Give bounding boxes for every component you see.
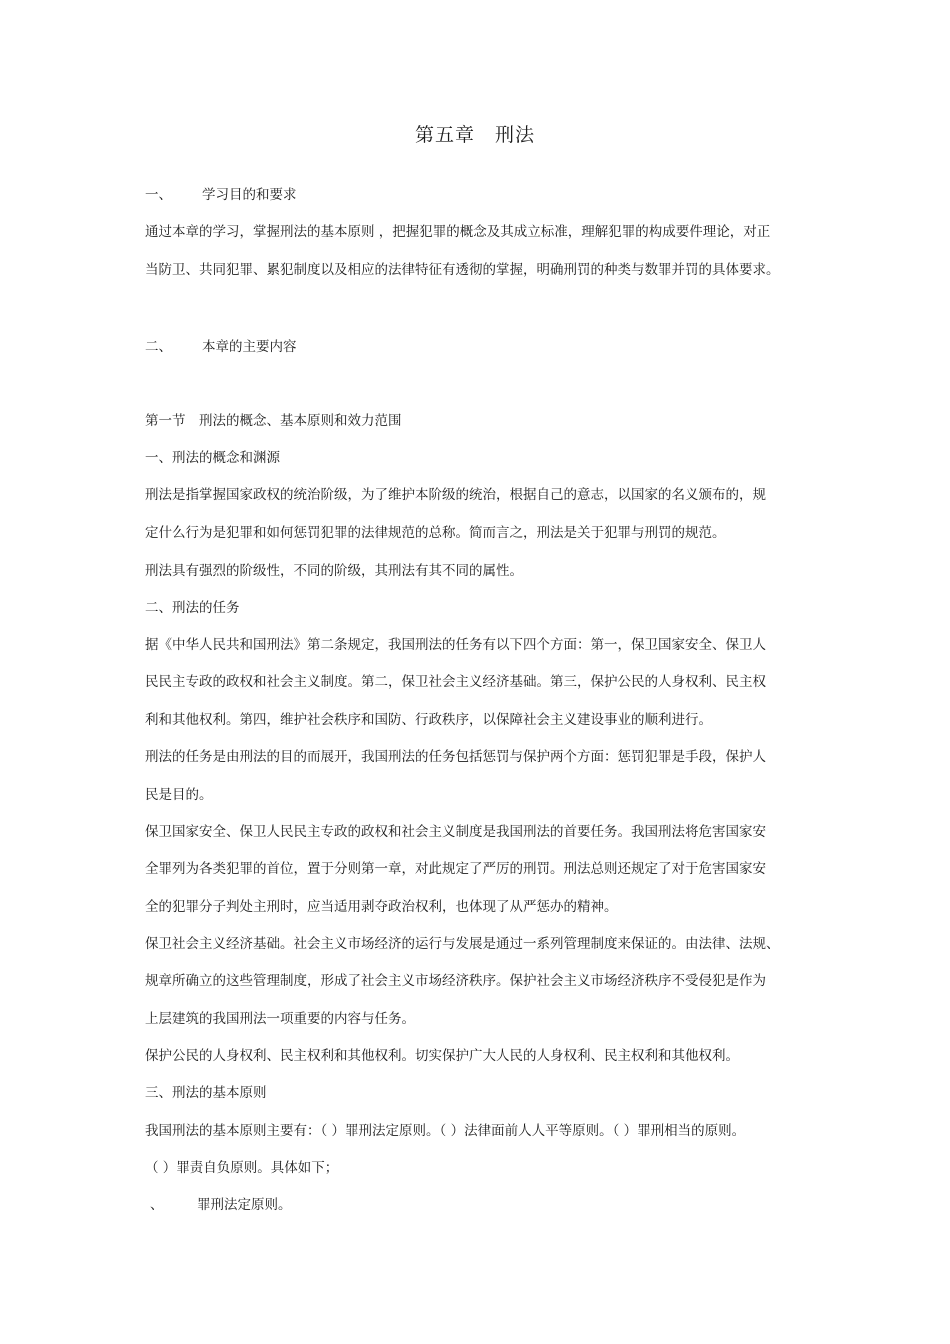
paragraph-line: 全的犯罪分子判处主刑时，应当适用剥夺政治权利，也体现了从严惩办的精神。 <box>145 899 618 915</box>
paragraph-line: 规章所确立的这些管理制度，形成了社会主义市场经济秩序。保护社会主义市场经济秩序不受侵犯是作为 <box>145 973 766 989</box>
paragraph-line: 全罪列为各类犯罪的首位，置于分则第一章，对此规定了严厉的刑罚。刑法总则还规定了对于危害国家安 <box>145 861 766 877</box>
paragraph-line: 刑法的任务是由刑法的目的而展开，我国刑法的任务包括惩罚与保护两个方面：惩罚犯罪是手段，保护人 <box>145 749 766 765</box>
subsection-heading: 一、刑法的概念和渊源 <box>145 450 280 466</box>
paragraph-line: 定什么行为是犯罪和如何惩罚犯罪的法律规范的总称。简而言之，刑法是关于犯罪与刑罚的规范。 <box>145 525 726 541</box>
section-heading-text: 本章的主要内容 <box>202 339 297 355</box>
paragraph-line: 民是目的。 <box>145 787 213 803</box>
paragraph-line: 利和其他权利。第四，维护社会秩序和国防、行政秩序，以保障社会主义建设事业的顺利进行。 <box>145 712 712 728</box>
paragraph-line: 保护公民的人身权利、民主权利和其他权利。切实保护广大人民的人身权利、民主权利和其他权利。 <box>145 1048 739 1064</box>
paragraph-line: 保卫社会主义经济基础。社会主义市场经济的运行与发展是通过一系列管理制度来保证的。由法律、法规、 <box>145 936 780 952</box>
paragraph-line: 民民主专政的政权和社会主义制度。第二，保卫社会主义经济基础。第三，保护公民的人身权利、民主权 <box>145 674 766 690</box>
subsection-heading: 三、刑法的基本原则 <box>145 1085 267 1101</box>
paragraph-line: 刑法具有强烈的阶级性，不同的阶级，其刑法有其不同的属性。 <box>145 563 523 579</box>
paragraph-line: 上层建筑的我国刑法一项重要的内容与任务。 <box>145 1011 415 1027</box>
list-item-number: 、 <box>150 1197 164 1213</box>
paragraph-line: 通过本章的学习，掌握刑法的基本原则 ，把握犯罪的概念及其成立标准，理解犯罪的构成要件理论，对正 <box>145 224 771 240</box>
section-number: 二、 <box>145 339 172 355</box>
paragraph-line: 据《中华人民共和国刑法》第二条规定，我国刑法的任务有以下四个方面：第一，保卫国家安全、保卫人 <box>145 637 766 653</box>
chapter-title: 第五章 刑法 <box>414 124 535 146</box>
section-heading-text: 学习目的和要求 <box>202 187 297 203</box>
part-heading: 第一节 刑法的概念、基本原则和效力范围 <box>145 413 402 429</box>
paragraph-line: 刑法是指掌握国家政权的统治阶级，为了维护本阶级的统治，根据自己的意志，以国家的名义颁布的，规 <box>145 487 766 503</box>
list-item-text: 罪刑法定原则。 <box>197 1197 292 1213</box>
subsection-heading: 二、刑法的任务 <box>145 600 240 616</box>
section-heading-1 <box>145 185 297 205</box>
list-item <box>150 1195 292 1215</box>
paragraph-line: 当防卫、共同犯罪、累犯制度以及相应的法律特征有透彻的掌握，明确刑罚的种类与数罪并罚的具体要求。 <box>145 262 780 278</box>
paragraph-line: （ ）罪责自负原则。具体如下； <box>145 1160 339 1176</box>
paragraph-line: 我国刑法的基本原则主要有：（ ）罪刑法定原则。（ ）法律面前人人平等原则。（ ）罪刑相当的原则。 <box>145 1123 746 1139</box>
section-heading-2 <box>145 337 297 357</box>
section-number: 一、 <box>145 187 172 203</box>
paragraph-line: 保卫国家安全、保卫人民民主专政的政权和社会主义制度是我国刑法的首要任务。我国刑法将危害国家安 <box>145 824 766 840</box>
